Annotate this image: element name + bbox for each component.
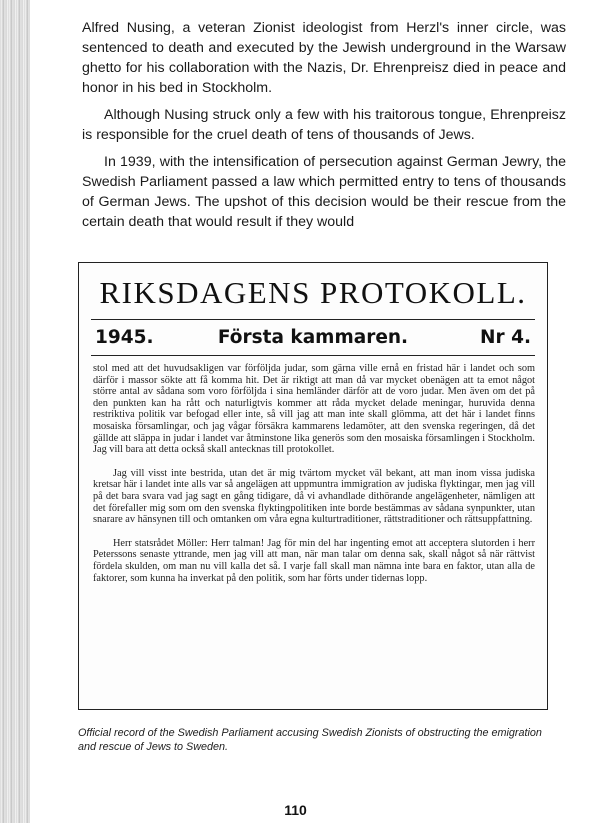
page-binding-edge [0,0,30,823]
record-header [95,327,531,353]
figure-caption: Official record of the Swedish Parliament accusing Swedish Zionists of obstructing the emigration and rescue of Jews to Sweden. [78,727,542,753]
title-rule [91,319,535,320]
body-text [82,18,566,230]
record-paragraph: Jag vill visst inte bestrida, utan det är mig tvärtom mycket väl bekant, att man inom vissa judiska kretsar här i landet inte alls var så angelägen att uppmuntra immigration av judiska flyktingar, men jag vill på det bara svara vad jag sagt en gång tidigare, då vi avhandlade dithörande angelägenheter, nämligen att det förefaller mig som om den svenska flyktingpolitiken inte borde bestämmas av sådana synpunkter, utan snarare av hänsynen till och omtanken om våra egna kulturtraditioner, rättstraditioner och rättsuppfattning. [93,467,535,526]
page-number: 110 [284,802,307,818]
body-paragraph: In 1939, with the intensification of persecution against German Jewry, the Swedish Parliament passed a law which permitted entry to tens of thousands of German Jews. The upshot of this decision would be their rescue from the certain death that would result if they would [82,154,566,230]
body-paragraph: Although Nusing struck only a few with his traitorous tongue, Ehrenpreisz is responsible for the cruel death of tens of thousands of Jews. [82,107,566,143]
record-year: 1945. [95,327,154,348]
record-paragraph: Herr statsrådet Möller: Herr talman! Jag för min del har ingenting emot att acceptera slutorden i herr Peterssons senaste yttrande, men jag vill att man, när man talar om denna sak, skall något så när rättvist fördela skulden, om man nu vill kalla det så. I varje fall skall man nämna inte bara en faktor, utan alla de faktorer, som kunna ha inverkat på den politik, som har förts under tidernas lopp. [93,537,535,584]
record-paragraph: stol med att det huvudsakligen var förföljda judar, som gärna ville ernå en fristad här i landet och som därför i massor sökte att få komma hit. Det är riktigt att man då var mycket obenägen att ta emot något större antal av sådana som voro förföljda i sina hemländer därför att de voro judar. Men även om det på den punkten kan ha rått och naturligtvis kommer att råda mycket delade meningar, huruvida denna restriktiva politik var befogad eller inte, så vill jag att man inte skall glömma, att det här i landet finns mosaiska församlingar, och jag vågar försäkra kammarens ledamöter, att den svenska regeringen, då det gällde att släppa in judar i landet var åtminstone lika generös som den mosaiska församlingen i Stockholm. Jag vill bara att detta också skall antecknas till protokollet. [93,363,535,456]
parliament-record-image [78,262,548,710]
record-title: RIKSDAGENS PROTOKOLL. [99,275,527,310]
record-number: Nr 4. [480,327,531,348]
body-paragraph: Alfred Nusing, a veteran Zionist ideologist from Herzl's inner circle, was sentenced to death and executed by the Jewish underground in the Warsaw ghetto for his collaboration with the Nazis, Dr. Ehrenpreisz died in peace and honor in his bed in Stockholm. [82,20,566,96]
record-body [93,363,535,596]
record-chamber: Första kammaren. [217,327,409,348]
header-rule [91,355,535,356]
